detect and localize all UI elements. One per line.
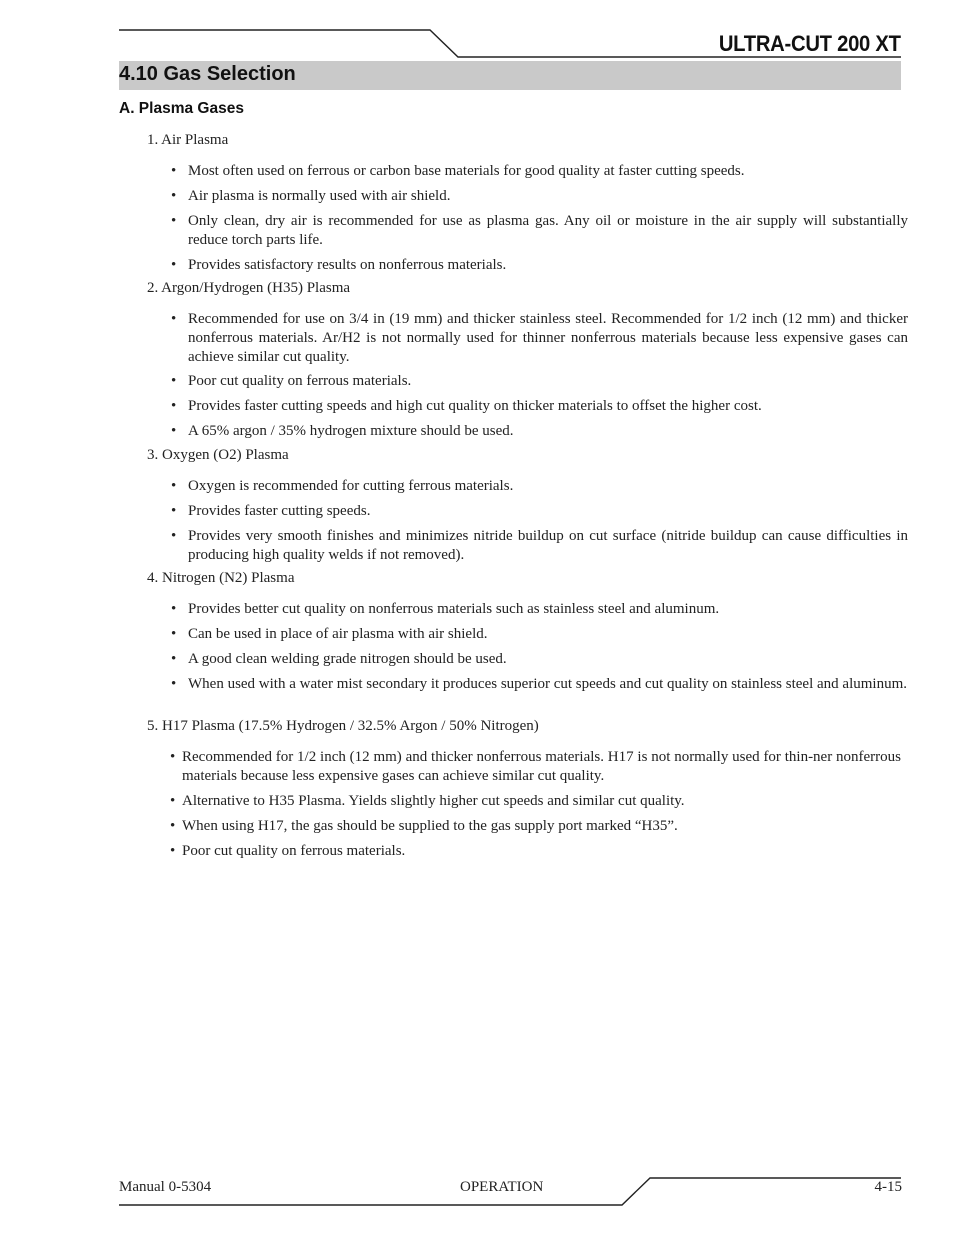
bullet-item: • Provides better cut quality on nonferrous materials such as stainless steel and aluminum. bbox=[171, 601, 720, 617]
list-item-heading: 1. Air Plasma bbox=[147, 132, 229, 148]
section-heading-bar bbox=[119, 61, 901, 90]
manual-number: Manual 0-5304 bbox=[119, 1179, 212, 1195]
product-title: ULTRA-CUT 200 XT bbox=[719, 31, 901, 56]
bullet-dot: • bbox=[171, 398, 177, 414]
bullet-dot: • bbox=[171, 503, 177, 519]
bullet-item: • Recommended for use on 3/4 in (19 mm) and thicker stainless steel. Recommended for 1/2 inch (12 mm) and thicker nonferrous materials. Ar/H2 is not normally used for thinner nonferrous materials because less expensive gases can achieve similar cut quality. bbox=[171, 311, 908, 365]
bullet-dot: • bbox=[171, 163, 177, 179]
bullet-dot: • bbox=[171, 651, 177, 667]
bullet-item: • Air plasma is normally used with air shield. bbox=[171, 188, 451, 204]
bullet-dot: • bbox=[171, 311, 177, 327]
bullet-item: • When used with a water mist secondary it produces superior cut speeds and cut quality on stainless steel and aluminum. bbox=[171, 676, 907, 692]
bullet-dot: • bbox=[171, 528, 177, 544]
list-item-heading: 2. Argon/Hydrogen (H35) Plasma bbox=[147, 280, 351, 296]
bullet-dot: • bbox=[171, 257, 177, 273]
section-title: 4.10 Gas Selection bbox=[119, 63, 296, 85]
bullet-item: • Oxygen is recommended for cutting ferrous materials. bbox=[171, 478, 514, 494]
bullet-item: • A 65% argon / 35% hydrogen mixture should be used. bbox=[171, 423, 514, 439]
bullet-item: • Alternative to H35 Plasma. Yields slightly higher cut speeds and similar cut quality. bbox=[170, 793, 685, 809]
bullet-item: • Poor cut quality on ferrous materials. bbox=[171, 373, 412, 389]
bullet-item: • Recommended for 1/2 inch (12 mm) and thicker nonferrous materials. H17 is not normally used for thin-ner nonferrous materials because less expensive gases can achieve similar cut quality. bbox=[170, 749, 901, 784]
bullet-item: • Poor cut quality on ferrous materials. bbox=[170, 843, 406, 859]
list-item-heading: 3. Oxygen (O2) Plasma bbox=[147, 447, 289, 463]
bullet-dot: • bbox=[171, 478, 177, 494]
list-item-heading: 5. H17 Plasma (17.5% Hydrogen / 32.5% Argon / 50% Nitrogen) bbox=[147, 718, 539, 734]
bullet-item: • Most often used on ferrous or carbon base materials for good quality at faster cutting speeds. bbox=[171, 163, 745, 179]
bullet-dot: • bbox=[171, 213, 177, 229]
bullet-dot: • bbox=[170, 843, 176, 859]
bullet-item: • When using H17, the gas should be supplied to the gas supply port marked “H35”. bbox=[170, 818, 678, 834]
bullet-item: • A good clean welding grade nitrogen should be used. bbox=[171, 651, 507, 667]
footer-section: OPERATION bbox=[460, 1179, 544, 1195]
subsection-title: A. Plasma Gases bbox=[119, 100, 244, 117]
bullet-item: • Provides very smooth finishes and minimizes nitride buildup on cut surface (nitride buildup can cause difficulties in producing high quality welds if not removed). bbox=[171, 528, 908, 563]
bullet-item: • Can be used in place of air plasma with air shield. bbox=[171, 626, 488, 642]
bullet-dot: • bbox=[171, 423, 177, 439]
bullet-dot: • bbox=[171, 626, 177, 642]
bullet-dot: • bbox=[170, 749, 176, 765]
bullet-item: • Only clean, dry air is recommended for use as plasma gas. Any oil or moisture in the air supply will substantially reduce torch parts life. bbox=[171, 213, 908, 248]
bullet-item: • Provides satisfactory results on nonferrous materials. bbox=[171, 257, 507, 273]
bullet-dot: • bbox=[170, 818, 176, 834]
list-item-heading: 4. Nitrogen (N2) Plasma bbox=[147, 570, 295, 586]
bullet-dot: • bbox=[171, 188, 177, 204]
page-number: 4-15 bbox=[874, 1179, 902, 1195]
bullet-dot: • bbox=[171, 676, 177, 692]
bullet-item: • Provides faster cutting speeds. bbox=[171, 503, 371, 519]
bullet-dot: • bbox=[170, 793, 176, 809]
bullet-item: • Provides faster cutting speeds and high cut quality on thicker materials to offset the higher cost. bbox=[171, 398, 762, 414]
bullet-dot: • bbox=[171, 601, 177, 617]
bullet-dot: • bbox=[171, 373, 177, 389]
